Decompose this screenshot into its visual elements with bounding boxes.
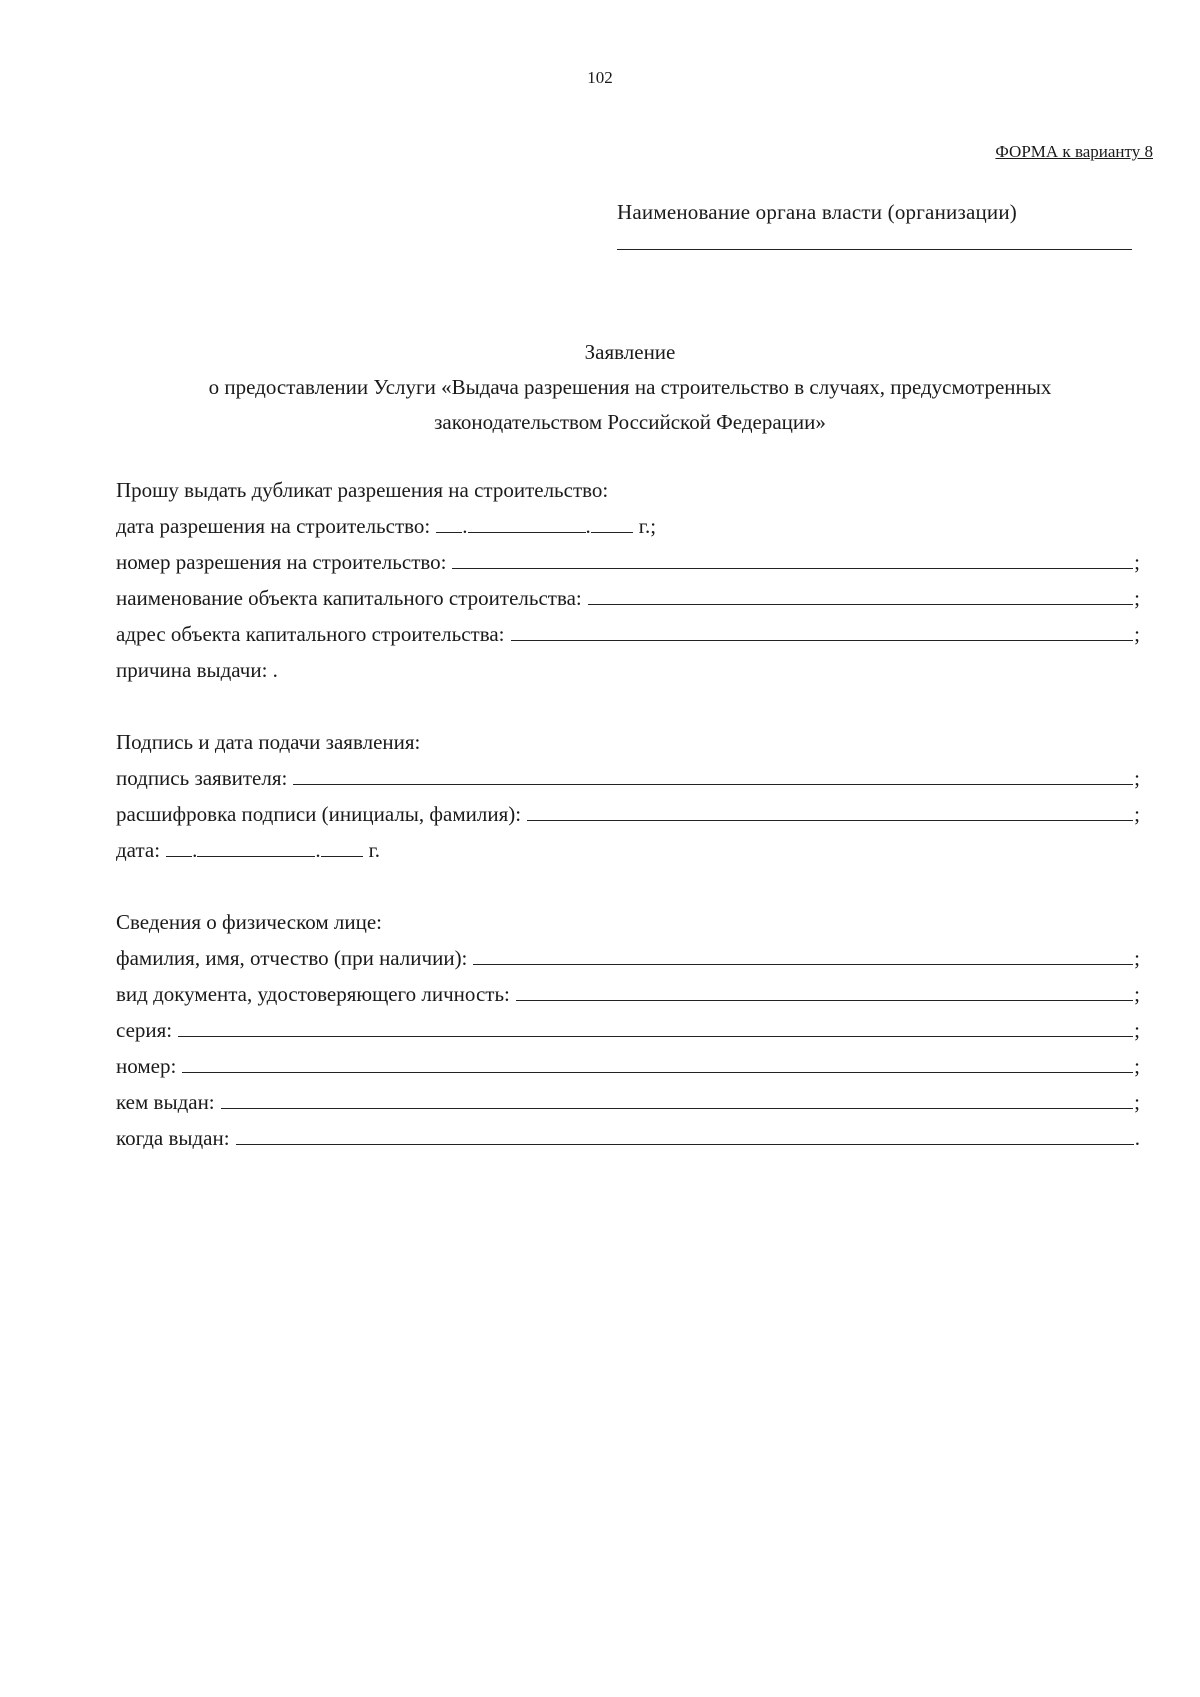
permit-date-year-field[interactable]	[591, 514, 633, 533]
full-name-field[interactable]	[473, 946, 1133, 965]
issued-when-field[interactable]	[236, 1126, 1134, 1145]
person-heading: Сведения о физическом лице:	[116, 910, 382, 934]
object-name-field[interactable]	[588, 586, 1133, 605]
permit-number-row	[116, 550, 1140, 586]
id-document-row	[116, 982, 1140, 1018]
number-field[interactable]	[182, 1054, 1133, 1073]
issued-by-field[interactable]	[221, 1090, 1134, 1109]
signature-decoding-row	[116, 802, 1140, 838]
form-body	[116, 478, 1140, 1198]
row-end-punct: ;	[1134, 1018, 1140, 1042]
row-end-punct: ;	[1134, 550, 1140, 574]
issued-when-row	[116, 1126, 1140, 1162]
signature-label: подпись заявителя:	[116, 766, 288, 790]
object-name-label: наименование объекта капитального строительства:	[116, 586, 582, 610]
date-separator: .	[192, 838, 198, 862]
row-end-punct: ;	[1134, 982, 1140, 1006]
reason-row	[116, 658, 1140, 694]
signature-decoding-field[interactable]	[527, 802, 1133, 821]
object-name-row	[116, 586, 1140, 622]
row-end-punct: ;	[1134, 1090, 1140, 1114]
series-field[interactable]	[178, 1018, 1133, 1037]
signature-field[interactable]	[293, 766, 1133, 785]
signature-row	[116, 766, 1140, 802]
authority-field[interactable]	[617, 249, 1132, 250]
series-row	[116, 1018, 1140, 1054]
signature-date-day-field[interactable]	[166, 838, 192, 857]
object-address-field[interactable]	[511, 622, 1134, 641]
document-title	[0, 335, 1200, 440]
row-end-punct: ;	[1134, 622, 1140, 646]
signature-section	[116, 730, 1140, 874]
row-end-punct: ;	[1134, 766, 1140, 790]
signature-decoding-label: расшифровка подписи (инициалы, фамилия):	[116, 802, 522, 826]
full-name-row	[116, 946, 1140, 982]
signature-date-row	[116, 838, 1140, 874]
row-end-punct: ;	[1134, 1054, 1140, 1078]
signature-date-year-suffix: г.	[368, 838, 381, 862]
number-row	[116, 1054, 1140, 1090]
issued-by-row	[116, 1090, 1140, 1126]
request-section	[116, 478, 1140, 694]
signature-date-month-field[interactable]	[197, 838, 315, 857]
permit-date-year-suffix: г.;	[638, 514, 657, 538]
permit-date-label: дата разрешения на строительство:	[116, 514, 431, 538]
permit-date-day-field[interactable]	[436, 514, 462, 533]
row-end-punct: ;	[1134, 946, 1140, 970]
title-line-2: о предоставлении Услуги «Выдача разрешения на строительство в случаях, предусмотренных	[208, 375, 1052, 399]
id-document-label: вид документа, удостоверяющего личность:	[116, 982, 510, 1006]
permit-number-field[interactable]	[452, 550, 1133, 569]
row-end-punct: ;	[1134, 802, 1140, 826]
object-address-label: адрес объекта капитального строительства:	[116, 622, 505, 646]
id-document-field[interactable]	[516, 982, 1133, 1001]
issued-when-label: когда выдан:	[116, 1126, 230, 1150]
date-separator: .	[585, 514, 591, 538]
object-address-row	[116, 622, 1140, 658]
page-number: 102	[587, 68, 613, 87]
title-line-3: законодательством Российской Федерации»	[434, 410, 826, 434]
person-section	[116, 910, 1140, 1162]
full-name-label: фамилия, имя, отчество (при наличии):	[116, 946, 468, 970]
permit-number-label: номер разрешения на строительство:	[116, 550, 447, 574]
signature-heading: Подпись и дата подачи заявления:	[116, 730, 421, 754]
number-label: номер:	[116, 1054, 177, 1078]
authority-label: Наименование органа власти (организации)	[617, 200, 1017, 224]
request-heading: Прошу выдать дубликат разрешения на строительство:	[116, 478, 609, 502]
reason-label: причина выдачи: .	[116, 658, 278, 682]
signature-date-label: дата:	[116, 838, 161, 862]
issued-by-label: кем выдан:	[116, 1090, 215, 1114]
date-separator: .	[462, 514, 468, 538]
signature-date-year-field[interactable]	[321, 838, 363, 857]
date-separator: .	[315, 838, 321, 862]
title-line-1: Заявление	[584, 340, 676, 364]
permit-date-month-field[interactable]	[468, 514, 586, 533]
permit-date-row	[116, 514, 1140, 550]
form-reference: ФОРМА к варианту 8	[995, 142, 1153, 161]
series-label: серия:	[116, 1018, 173, 1042]
row-end-punct: .	[1134, 1126, 1140, 1150]
row-end-punct: ;	[1134, 586, 1140, 610]
